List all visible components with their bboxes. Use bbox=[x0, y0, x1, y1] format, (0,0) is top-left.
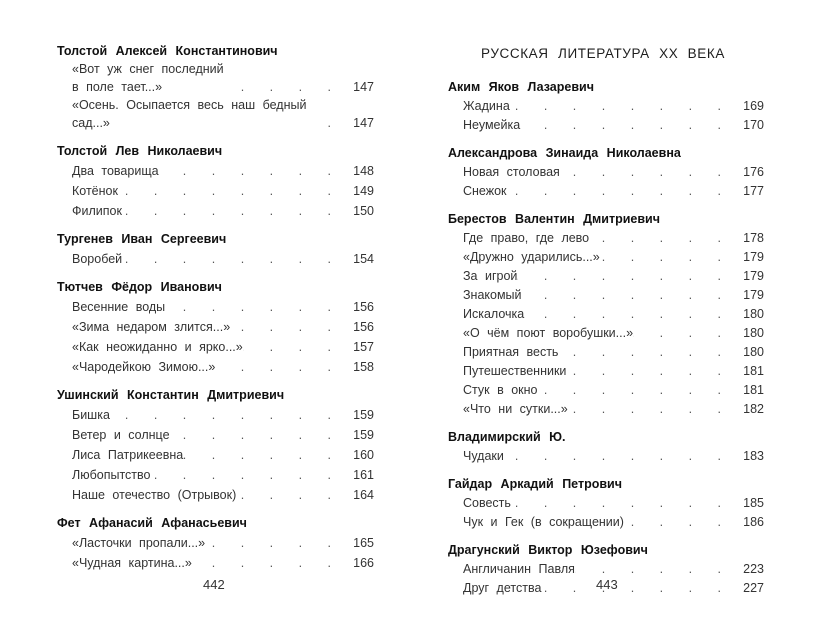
toc-entry[interactable] bbox=[463, 323, 764, 342]
entry-page-number: 183 bbox=[743, 449, 764, 463]
author-section bbox=[57, 278, 374, 376]
entry-title: Друг детства bbox=[463, 581, 542, 595]
entry-title: Чук и Гек (в сокращении) bbox=[463, 515, 624, 529]
entry-page-number: 158 bbox=[353, 360, 374, 374]
page-number-left: 442 bbox=[203, 577, 225, 592]
toc-entry[interactable] bbox=[463, 247, 764, 266]
dot-leader bbox=[510, 97, 734, 115]
toc-entry[interactable] bbox=[72, 296, 374, 316]
entry-title: «О чём поют воробушки...» bbox=[463, 326, 634, 340]
entry-title: Искалочка bbox=[463, 307, 525, 321]
entry-page-number: 147 bbox=[353, 116, 374, 130]
entry-page-number: 149 bbox=[353, 184, 374, 198]
toc-entry[interactable] bbox=[72, 180, 374, 200]
toc-entry[interactable] bbox=[463, 361, 764, 380]
entry-title: Ветер и солнце bbox=[72, 428, 170, 442]
toc-entry[interactable] bbox=[72, 336, 374, 356]
dot-leader bbox=[165, 298, 344, 316]
entry-page-number: 180 bbox=[743, 345, 764, 359]
toc-entry[interactable] bbox=[72, 356, 374, 376]
entry-page-number: 170 bbox=[743, 118, 764, 132]
dot-leader bbox=[306, 114, 344, 132]
toc-entry[interactable] bbox=[72, 464, 374, 484]
entry-title: Чудаки bbox=[463, 449, 504, 463]
left-page-contents bbox=[57, 42, 374, 572]
toc-entry[interactable] bbox=[463, 162, 764, 181]
toc-entry[interactable] bbox=[463, 285, 764, 304]
dot-leader bbox=[537, 381, 734, 399]
dot-leader bbox=[224, 78, 344, 96]
entry-page-number: 181 bbox=[743, 364, 764, 378]
toc-entry[interactable] bbox=[463, 304, 764, 323]
dot-leader bbox=[507, 182, 734, 200]
dot-leader bbox=[633, 324, 734, 342]
entry-title: «Дружно ударились...» bbox=[463, 250, 600, 264]
toc-entry[interactable] bbox=[463, 493, 764, 512]
toc-entry[interactable] bbox=[463, 446, 764, 465]
dot-leader bbox=[522, 286, 734, 304]
dot-leader bbox=[624, 513, 734, 531]
author-name: Тютчев Фёдор Иванович bbox=[57, 280, 222, 294]
entry-title: «Как неожиданно и ярко...» bbox=[72, 340, 243, 354]
entry-page-number: 181 bbox=[743, 383, 764, 397]
dot-leader bbox=[236, 486, 344, 504]
dot-leader bbox=[192, 554, 344, 572]
entry-title: Где право, где лево bbox=[463, 231, 590, 245]
toc-entry[interactable] bbox=[72, 444, 374, 464]
entry-page-number: 227 bbox=[743, 581, 764, 595]
entry-page-number: 169 bbox=[743, 99, 764, 113]
entry-title: Снежок bbox=[463, 184, 507, 198]
entry-title: «Что ни сутки...» bbox=[463, 402, 568, 416]
author-section bbox=[448, 210, 764, 418]
toc-entry[interactable] bbox=[72, 160, 374, 180]
toc-entry[interactable] bbox=[463, 228, 764, 247]
entry-title: Два товарища bbox=[72, 164, 159, 178]
dot-leader bbox=[558, 343, 734, 361]
entry-title: Лиса Патрикеевна bbox=[72, 448, 184, 462]
entry-page-number: 185 bbox=[743, 496, 764, 510]
toc-entry[interactable] bbox=[72, 200, 374, 220]
entry-page-number: 159 bbox=[353, 408, 374, 422]
author-name: Владимирский Ю. bbox=[448, 430, 566, 444]
entry-page-number: 180 bbox=[743, 307, 764, 321]
entry-title: Стук в окно bbox=[463, 383, 538, 397]
entry-page-number: 177 bbox=[743, 184, 764, 198]
entry-page-number: 179 bbox=[743, 288, 764, 302]
author-name: Берестов Валентин Дмитриевич bbox=[448, 212, 661, 226]
toc-entry[interactable] bbox=[463, 96, 764, 115]
toc-entry[interactable] bbox=[463, 342, 764, 361]
dot-leader bbox=[504, 447, 734, 465]
entry-page-number: 223 bbox=[743, 562, 764, 576]
dot-leader bbox=[150, 466, 344, 484]
entry-title: Англичанин Павля bbox=[463, 562, 575, 576]
toc-entry[interactable] bbox=[72, 248, 374, 268]
toc-entry[interactable] bbox=[463, 380, 764, 399]
entry-page-number: 147 bbox=[353, 80, 374, 94]
author-section bbox=[448, 475, 764, 531]
author-name: Толстой Алексей Константинович bbox=[57, 44, 278, 58]
toc-entry[interactable] bbox=[463, 399, 764, 418]
entry-title: Новая столовая bbox=[463, 165, 560, 179]
entry-title: Воробей bbox=[72, 252, 123, 266]
dot-leader bbox=[205, 534, 344, 552]
entry-title: «Зима недаром злится...» bbox=[72, 320, 231, 334]
entry-page-number: 166 bbox=[353, 556, 374, 570]
toc-entry[interactable] bbox=[463, 512, 764, 531]
entry-title: Котёнок bbox=[72, 184, 118, 198]
toc-entry[interactable] bbox=[72, 60, 374, 96]
toc-entry[interactable] bbox=[72, 96, 374, 132]
right-page-contents bbox=[448, 46, 764, 597]
dot-leader bbox=[230, 318, 344, 336]
author-name: Александрова Зинаида Николаевна bbox=[448, 146, 681, 160]
toc-entry[interactable] bbox=[463, 181, 764, 200]
entry-page-number: 186 bbox=[743, 515, 764, 529]
entry-title: Приятная весть bbox=[463, 345, 559, 359]
dot-leader bbox=[566, 362, 734, 380]
entry-page-number: 179 bbox=[743, 269, 764, 283]
entry-title: Любопытство bbox=[72, 468, 151, 482]
entry-title: Бишка bbox=[72, 408, 110, 422]
running-head: РУССКАЯ ЛИТЕРАТУРА XX ВЕКА bbox=[481, 46, 725, 61]
entry-page-number: 178 bbox=[743, 231, 764, 245]
entry-page-number: 156 bbox=[353, 320, 374, 334]
entry-title: Знакомый bbox=[463, 288, 522, 302]
dot-leader bbox=[517, 267, 734, 285]
author-name: Тургенев Иван Сергеевич bbox=[57, 232, 227, 246]
dot-leader bbox=[243, 338, 344, 356]
entry-page-number: 157 bbox=[353, 340, 374, 354]
entry-page-number: 176 bbox=[743, 165, 764, 179]
author-name: Фет Афанасий Афанасьевич bbox=[57, 516, 247, 530]
dot-leader bbox=[170, 426, 344, 444]
author-section bbox=[57, 514, 374, 572]
author-name: Аким Яков Лазаревич bbox=[448, 80, 594, 94]
dot-leader bbox=[560, 163, 734, 181]
dot-leader bbox=[511, 494, 734, 512]
toc-entry[interactable] bbox=[72, 532, 374, 552]
dot-leader bbox=[215, 358, 344, 376]
entry-title: За игрой bbox=[463, 269, 518, 283]
dot-leader bbox=[600, 248, 734, 266]
author-name: Толстой Лев Николаевич bbox=[57, 144, 223, 158]
entry-title: Путешественники bbox=[463, 364, 567, 378]
entry-page-number: 179 bbox=[743, 250, 764, 264]
toc-entry[interactable] bbox=[72, 424, 374, 444]
entry-title: Весенние воды bbox=[72, 300, 166, 314]
dot-leader bbox=[575, 560, 734, 578]
dot-leader bbox=[541, 579, 734, 597]
entry-page-number: 148 bbox=[353, 164, 374, 178]
author-section bbox=[57, 230, 374, 268]
entry-title: Наше отечество (Отрывок) bbox=[72, 488, 237, 502]
entry-title: «Чародейкою Зимою...» bbox=[72, 360, 216, 374]
dot-leader bbox=[520, 116, 734, 134]
toc-entry[interactable] bbox=[463, 559, 764, 578]
author-name: Драгунский Виктор Юзефович bbox=[448, 543, 648, 557]
entry-title: Совесть bbox=[463, 496, 511, 510]
dot-leader bbox=[118, 182, 344, 200]
entry-page-number: 182 bbox=[743, 402, 764, 416]
entry-page-number: 156 bbox=[353, 300, 374, 314]
dot-leader bbox=[183, 446, 344, 464]
entry-title: «Чудная картина...» bbox=[72, 556, 192, 570]
toc-entry[interactable] bbox=[72, 316, 374, 336]
toc-entry[interactable] bbox=[463, 115, 764, 134]
entry-title: Филипок bbox=[72, 204, 122, 218]
dot-leader bbox=[159, 162, 344, 180]
dot-leader bbox=[110, 406, 344, 424]
entry-title: «Осень. Осыпается весь наш бедный сад...» bbox=[72, 98, 307, 130]
author-section bbox=[448, 428, 764, 465]
dot-leader bbox=[122, 250, 344, 268]
dot-leader bbox=[589, 229, 734, 247]
entry-title: Жадина bbox=[463, 99, 510, 113]
dot-leader bbox=[568, 400, 734, 418]
author-section bbox=[57, 142, 374, 220]
entry-title: «Ласточки пропали...» bbox=[72, 536, 206, 550]
dot-leader bbox=[524, 305, 734, 323]
entry-title: «Вот уж снег последний в поле тает...» bbox=[72, 62, 224, 94]
author-section bbox=[57, 386, 374, 504]
dot-leader bbox=[122, 202, 344, 220]
author-section bbox=[57, 42, 374, 132]
page-number-right: 443 bbox=[596, 577, 618, 592]
entry-page-number: 154 bbox=[353, 252, 374, 266]
toc-entry[interactable] bbox=[463, 266, 764, 285]
entry-title: Неумейка bbox=[463, 118, 521, 132]
author-name: Ушинский Константин Дмитриевич bbox=[57, 388, 285, 402]
toc-entry[interactable] bbox=[72, 552, 374, 572]
toc-entry[interactable] bbox=[72, 404, 374, 424]
entry-page-number: 159 bbox=[353, 428, 374, 442]
author-section bbox=[448, 144, 764, 200]
entry-page-number: 180 bbox=[743, 326, 764, 340]
entry-page-number: 161 bbox=[353, 468, 374, 482]
entry-page-number: 150 bbox=[353, 204, 374, 218]
toc-entry[interactable] bbox=[72, 484, 374, 504]
entry-page-number: 165 bbox=[353, 536, 374, 550]
entry-page-number: 160 bbox=[353, 448, 374, 462]
author-name: Гайдар Аркадий Петрович bbox=[448, 477, 622, 491]
entry-page-number: 164 bbox=[353, 488, 374, 502]
author-section bbox=[448, 78, 764, 134]
